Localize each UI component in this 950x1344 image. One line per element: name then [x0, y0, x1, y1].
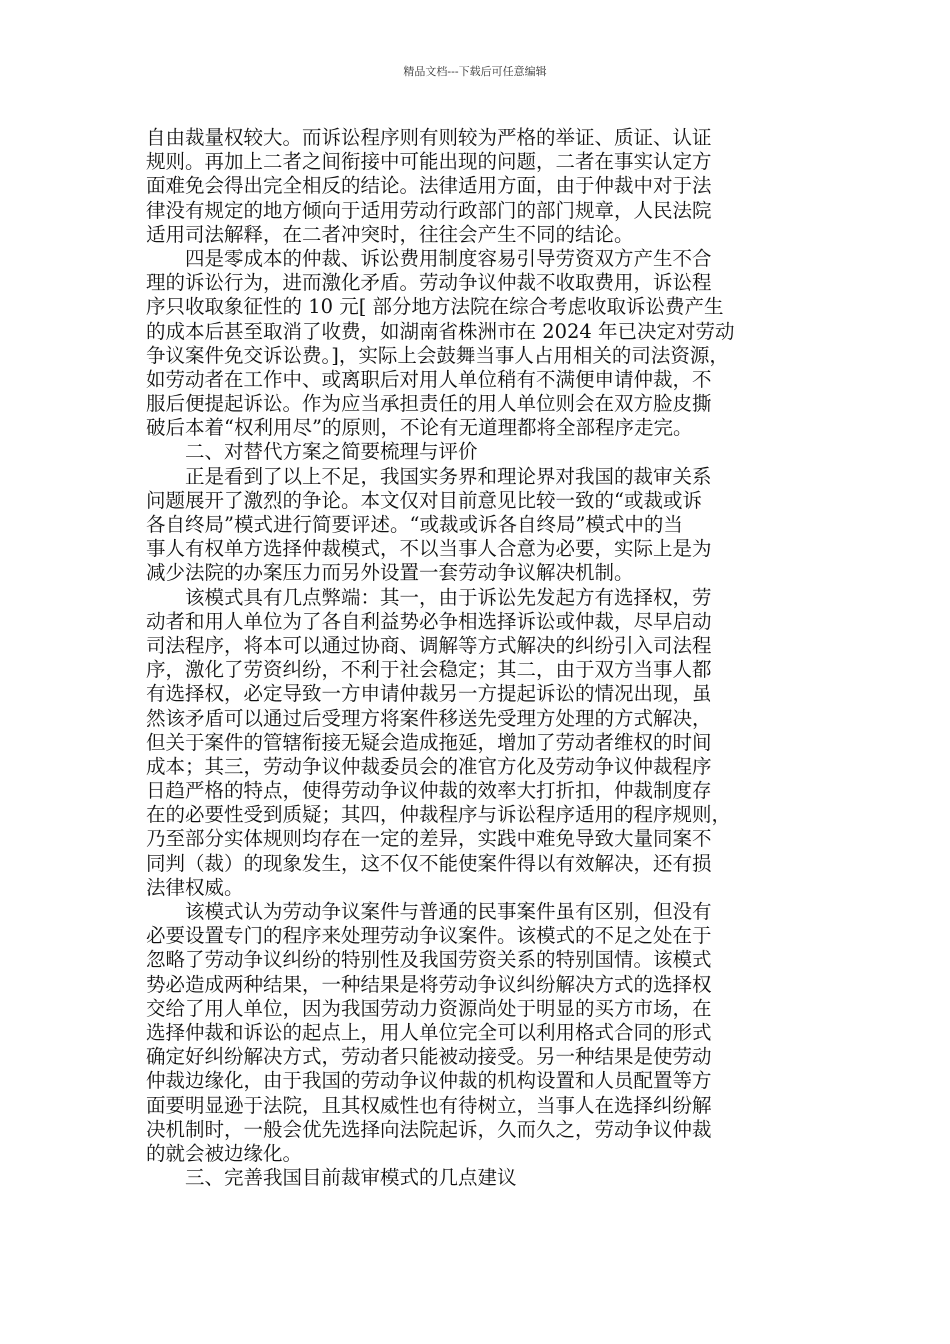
text-line: 破后本着“权利用尽”的原则，不论有无道理都将全部程序走完。 [146, 416, 693, 440]
paragraph-first-line: 四是零成本的仲裁、诉讼费用制度容易引导劳资双方产生不合 [185, 246, 712, 270]
page-header: 精品文档---下载后可任意编辑 [403, 65, 547, 78]
text-line: 序，激化了劳资纠纷，不利于社会稳定；其二，由于双方当事人都 [146, 658, 712, 682]
text-line: 动者和用人单位为了各自利益势必争相选择诉讼或仲裁，尽早启动 [146, 609, 712, 633]
paragraph-first-line: 三、完善我国目前裁审模式的几点建议 [185, 1166, 517, 1190]
text-line: 成本；其三，劳动争议仲裁委员会的准官方化及劳动争议仲裁程序 [146, 754, 712, 778]
text-line: 面难免会得出完全相反的结论。法律适用方面，由于仲裁中对于法 [146, 174, 712, 198]
text-line: 乃至部分实体规则均存在一定的差异，实践中难免导致大量同案不 [146, 827, 712, 851]
text-line: 事人有权单方选择仲裁模式，不以当事人合意为必要，实际上是为 [146, 537, 712, 561]
text-line: 有选择权，必定导致一方申请仲裁另一方提起诉讼的情况出现，虽 [146, 682, 712, 706]
text-line: 仲裁边缘化，由于我国的劳动争议仲裁的机构设置和人员配置等方 [146, 1069, 712, 1093]
text-line: 交给了用人单位，因为我国劳动力资源尚处于明显的买方市场，在 [146, 996, 712, 1020]
text-line: 各自终局”模式进行简要评述。“或裁或诉各自终局”模式中的当 [146, 513, 683, 536]
text-line: 决机制时，一般会优先选择向法院起诉，久而久之，劳动争议仲裁 [146, 1117, 712, 1141]
text-line: 减少法院的办案压力而另外设置一套劳动争议解决机制。 [146, 561, 634, 585]
text-line: 然该矛盾可以通过后受理方将案件移送先受理方处理的方式解决， [146, 706, 712, 730]
text-line: 理的诉讼行为，进而激化矛盾。劳动争议仲裁不收取费用，诉讼程 [146, 271, 712, 295]
text-line: 的成本后甚至取消了收费，如湖南省株洲市在 2024 年已决定对劳动 [146, 319, 735, 343]
paragraph-first-line: 该模式认为劳动争议案件与普通的民事案件虽有区别，但没有 [185, 900, 712, 923]
document-body [146, 126, 806, 1190]
text-line: 忽略了劳动争议纠纷的特别性及我国劳资关系的特别国情。该模式 [146, 948, 712, 972]
text-line: 同判（裁）的现象发生，这不仅不能使案件得以有效解决，还有损 [146, 851, 712, 875]
text-line: 在的必要性受到质疑；其四，仲裁程序与诉讼程序适用的程序规则， [146, 803, 732, 827]
text-line: 但关于案件的管辖衔接无疑会造成拖延，增加了劳动者维权的时间 [146, 730, 712, 754]
text-line: 如劳动者在工作中、或离职后对用人单位稍有不满便申请仲裁，不 [146, 367, 712, 391]
paragraph-first-line: 该模式具有几点弊端：其一，由于诉讼先发起方有选择权，劳 [185, 585, 712, 609]
text-line: 序只收取象征性的 10 元[ 部分地方法院在综合考虑收取诉讼费产生 [146, 295, 724, 319]
text-line: 规则。再加上二者之间衔接中可能出现的问题，二者在事实认定方 [146, 150, 712, 174]
text-line: 争议案件免交诉讼费。]，实际上会鼓舞当事人占用相关的司法资源， [146, 343, 729, 367]
text-line: 确定好纠纷解决方式，劳动者只能被动接受。另一种结果是使劳动 [146, 1045, 712, 1069]
text-line: 自由裁量权较大。而诉讼程序则有则较为严格的举证、质证、认证 [146, 126, 712, 149]
text-line: 选择仲裁和诉讼的起点上，用人单位完全可以利用格式合同的形式 [146, 1020, 712, 1044]
text-line: 必要设置专门的程序来处理劳动争议案件。该模式的不足之处在于 [146, 924, 712, 948]
text-line: 律没有规定的地方倾向于适用劳动行政部门的部门规章，人民法院 [146, 198, 712, 222]
text-line: 势必造成两种结果，一种结果是将劳动争议纠纷解决方式的选择权 [146, 972, 712, 996]
text-line: 日趋严格的特点，使得劳动争议仲裁的效率大打折扣，仲裁制度存 [146, 779, 712, 803]
text-line: 适用司法解释，在二者冲突时，往往会产生不同的结论。 [146, 222, 634, 246]
text-line: 问题展开了激烈的争论。本文仅对目前意见比较一致的“或裁或诉 [146, 488, 702, 512]
text-line: 的就会被边缘化。 [146, 1141, 303, 1165]
paragraph-first-line: 二、对替代方案之简要梳理与评价 [185, 440, 478, 464]
text-line: 面要明显逊于法院，且其权威性也有待树立，当事人在选择纠纷解 [146, 1093, 712, 1117]
text-line: 司法程序，将本可以通过协商、调解等方式解决的纠纷引入司法程 [146, 633, 712, 657]
text-line: 法律权威。 [146, 875, 244, 899]
text-line: 服后便提起诉讼。作为应当承担责任的用人单位则会在双方脸皮撕 [146, 392, 712, 416]
paragraph-first-line: 正是看到了以上不足，我国实务界和理论界对我国的裁审关系 [185, 464, 712, 488]
